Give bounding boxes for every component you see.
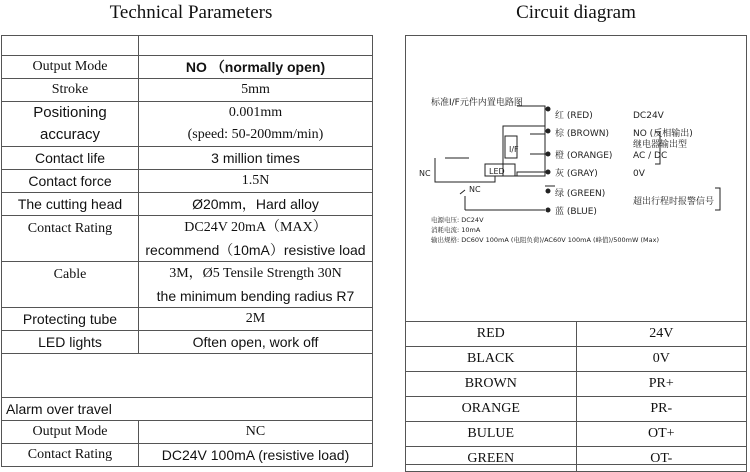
spec-value [139,216,373,262]
spec-value: DC24V 100mA (resistive load) [139,444,373,467]
wire-desc-gray: 0V [633,169,645,179]
table-row [2,308,373,331]
table-row [2,170,373,193]
nc-wire [435,158,495,182]
spec-label: Protecting tube [2,308,139,331]
wire-label-brown: 棕 (BROWN) [555,129,610,139]
brown-terminal [546,129,551,134]
pin-signal: OT+ [576,422,747,447]
if-label: I/F [509,145,519,154]
acdc-label: AC / DC [633,151,668,161]
header-blank-cell [2,36,139,56]
spec-value: NO （normally open) [139,56,373,79]
table-row [406,347,747,372]
wire-desc-green: 超出行程时报警信号 [633,197,715,207]
table-row [2,79,373,102]
pin-color: RED [406,322,577,347]
nc-label-2: NC [469,185,481,194]
spec-label: The cutting head [2,193,139,216]
nc-contact-line [460,190,465,194]
spec-value [139,262,373,308]
spec-label: Cable [2,262,139,308]
table-row [2,216,373,262]
pin-color: BROWN [406,372,577,397]
header-blank-cell [139,36,373,56]
circuit-note: 电源电压: DC24V [431,216,484,224]
spec-value: 1.5N [139,170,373,193]
wire-label-orange: 橙 (ORANGE) [555,151,613,161]
spec-label: Contact Rating [2,444,139,467]
orange-terminal [546,152,551,157]
blank-row [2,354,373,398]
spec-value-line: DC24V 20mA（MAX） [184,219,327,235]
table-row [406,322,747,347]
circuit-note: 消耗电流: 10mA [431,226,481,234]
table-row [2,421,373,444]
spec-value: NC [139,421,373,444]
wire-label-red: 红 (RED) [555,111,593,121]
wire-desc-orange: 继电器输出型 [633,140,688,150]
pin-signal: PR+ [576,372,747,397]
wire-desc-red: DC24V [633,111,664,121]
table-row [2,331,373,354]
green-terminal [546,189,551,194]
nc-label: NC [419,169,431,178]
spec-table [1,35,373,467]
table-row [2,56,373,79]
spec-value: 3 million times [139,147,373,170]
spec-label: Contact force [2,170,139,193]
table-row [406,422,747,447]
wire-label-gray: 灰 (GRAY) [555,169,598,179]
gray-terminal [546,170,551,175]
spec-value: 5mm [139,79,373,102]
red-wire [517,106,545,126]
spec-label: Output Mode [2,56,139,79]
wire-label-blue: 蓝 (BLUE) [555,207,597,217]
spec-label: Output Mode [2,421,139,444]
table-row [406,447,747,472]
table-row [2,444,373,467]
pin-color: BLACK [406,347,577,372]
pin-table [405,321,747,472]
spec-label: Contact Rating [2,216,139,262]
spec-value: Often open, work off [139,331,373,354]
blue-terminal [546,208,551,213]
pin-signal: OT- [576,447,747,472]
pin-color: BULUE [406,422,577,447]
spec-label: LED lights [2,331,139,354]
spec-label: Positioning accuracy [2,102,139,147]
alarm-bracket [715,188,720,210]
spec-label: Stroke [2,79,139,102]
pin-color: GREEN [406,447,577,472]
red-terminal [546,107,551,112]
table-row [2,354,373,398]
pin-signal: 24V [576,322,747,347]
spec-value-line: recommend（10mA）resistive load [145,241,366,258]
table-row [2,398,373,421]
spec-value-line: 0.001mm [228,105,283,120]
pin-signal: 0V [576,347,747,372]
alarm-section-title: Alarm over travel [2,398,373,421]
pin-color: ORANGE [406,397,577,422]
gray-wire [517,172,545,176]
wire-label-green: 绿 (GREEN) [555,189,606,199]
circuit-diagram-title: Circuit diagram [516,2,636,23]
spec-value-line: the minimum bending radius R7 [156,287,355,304]
spec-value-line: (speed: 50-200mm/min) [187,127,324,142]
table-row [2,36,373,56]
table-row [2,147,373,170]
led-label: LED [489,167,505,176]
table-row [2,102,373,147]
circuit-diagram [405,36,747,320]
spec-label: Contact life [2,147,139,170]
wire-desc-brown: NO (反相输出) [633,129,693,139]
spec-value: 2M [139,308,373,331]
table-row [2,193,373,216]
table-row [2,262,373,308]
spec-value: Ø20mm，Hard alloy [139,193,373,216]
pin-signal: PR- [576,397,747,422]
technical-parameters-title: Technical Parameters [109,2,273,23]
circuit-note: 输出规格: DC60V 100mA (电阻负荷)/AC60V 100mA (峰值)/500mW (Max) [431,236,660,244]
spec-value [139,102,373,147]
table-row [406,397,747,422]
spec-value-line: 3M，Ø5 Tensile Strength 30N [169,265,342,281]
circuit-title: 标准I/F元件内置电路图 [431,98,523,108]
table-row [406,372,747,397]
